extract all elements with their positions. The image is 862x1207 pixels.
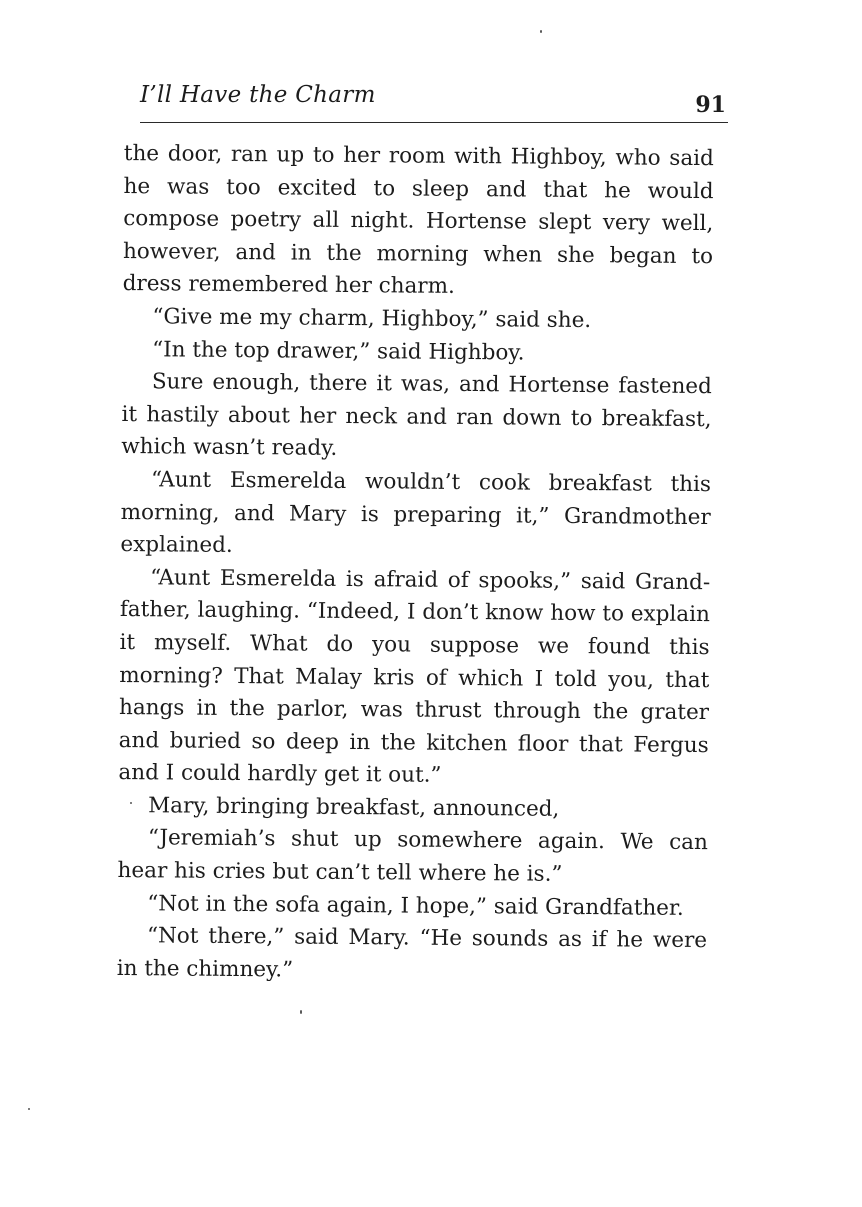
scan-speck [28, 1108, 30, 1110]
header-rule [140, 122, 728, 123]
paragraph: the door, ran up to her room with Highboy, who said he was too excited to sleep and that he would compose poetry all night. Hortense slept very well, however, and in the morning when she began to dress remembered her charm. [122, 140, 714, 300]
paragraph: “Jeremiah’s shut up somewhere again. We can hear his cries but can’t tell where he is.” [117, 825, 708, 887]
paragraph: “Not there,” said Mary. “He sounds as if he were in the chimney.” [116, 923, 708, 983]
running-header [140, 78, 728, 126]
scan-speck [300, 1010, 302, 1014]
paragraph: Mary, bringing breakfast, announced, [148, 793, 560, 822]
body-text [117, 138, 714, 991]
running-title: I’ll Have the Charm [140, 82, 376, 108]
paragraph: “Give me my charm, Highboy,” said she. [152, 304, 592, 334]
paragraph: “Aunt Esmerelda wouldn’t cook breakfast this morning, and Mary is preparing it,” Grandmother explained. [120, 467, 712, 559]
paragraph: “Not in the sofa again, I hope,” said Grandfather. [147, 890, 684, 921]
scan-speck [540, 30, 542, 33]
paragraph: Sure enough, there it was, and Hortense fastened it hastily about her neck and ran down to breakfast, which wasn’t ready. [121, 369, 712, 462]
paragraph: “Aunt Esmerelda is afraid of spooks,” said Grandfather, laughing. “Indeed, I don’t know how to explain it myself. What do you suppose we found this morning? That Malay kris of which I told you, that hangs in the parlor, was thrust through the grater and buried so deep in the kitchen floor that Fergus and I could hardly get it out.” [118, 564, 711, 789]
paragraph: “In the top drawer,” said Highboy. [152, 336, 525, 366]
page-number: 91 [695, 92, 726, 118]
scan-speck [130, 802, 132, 804]
